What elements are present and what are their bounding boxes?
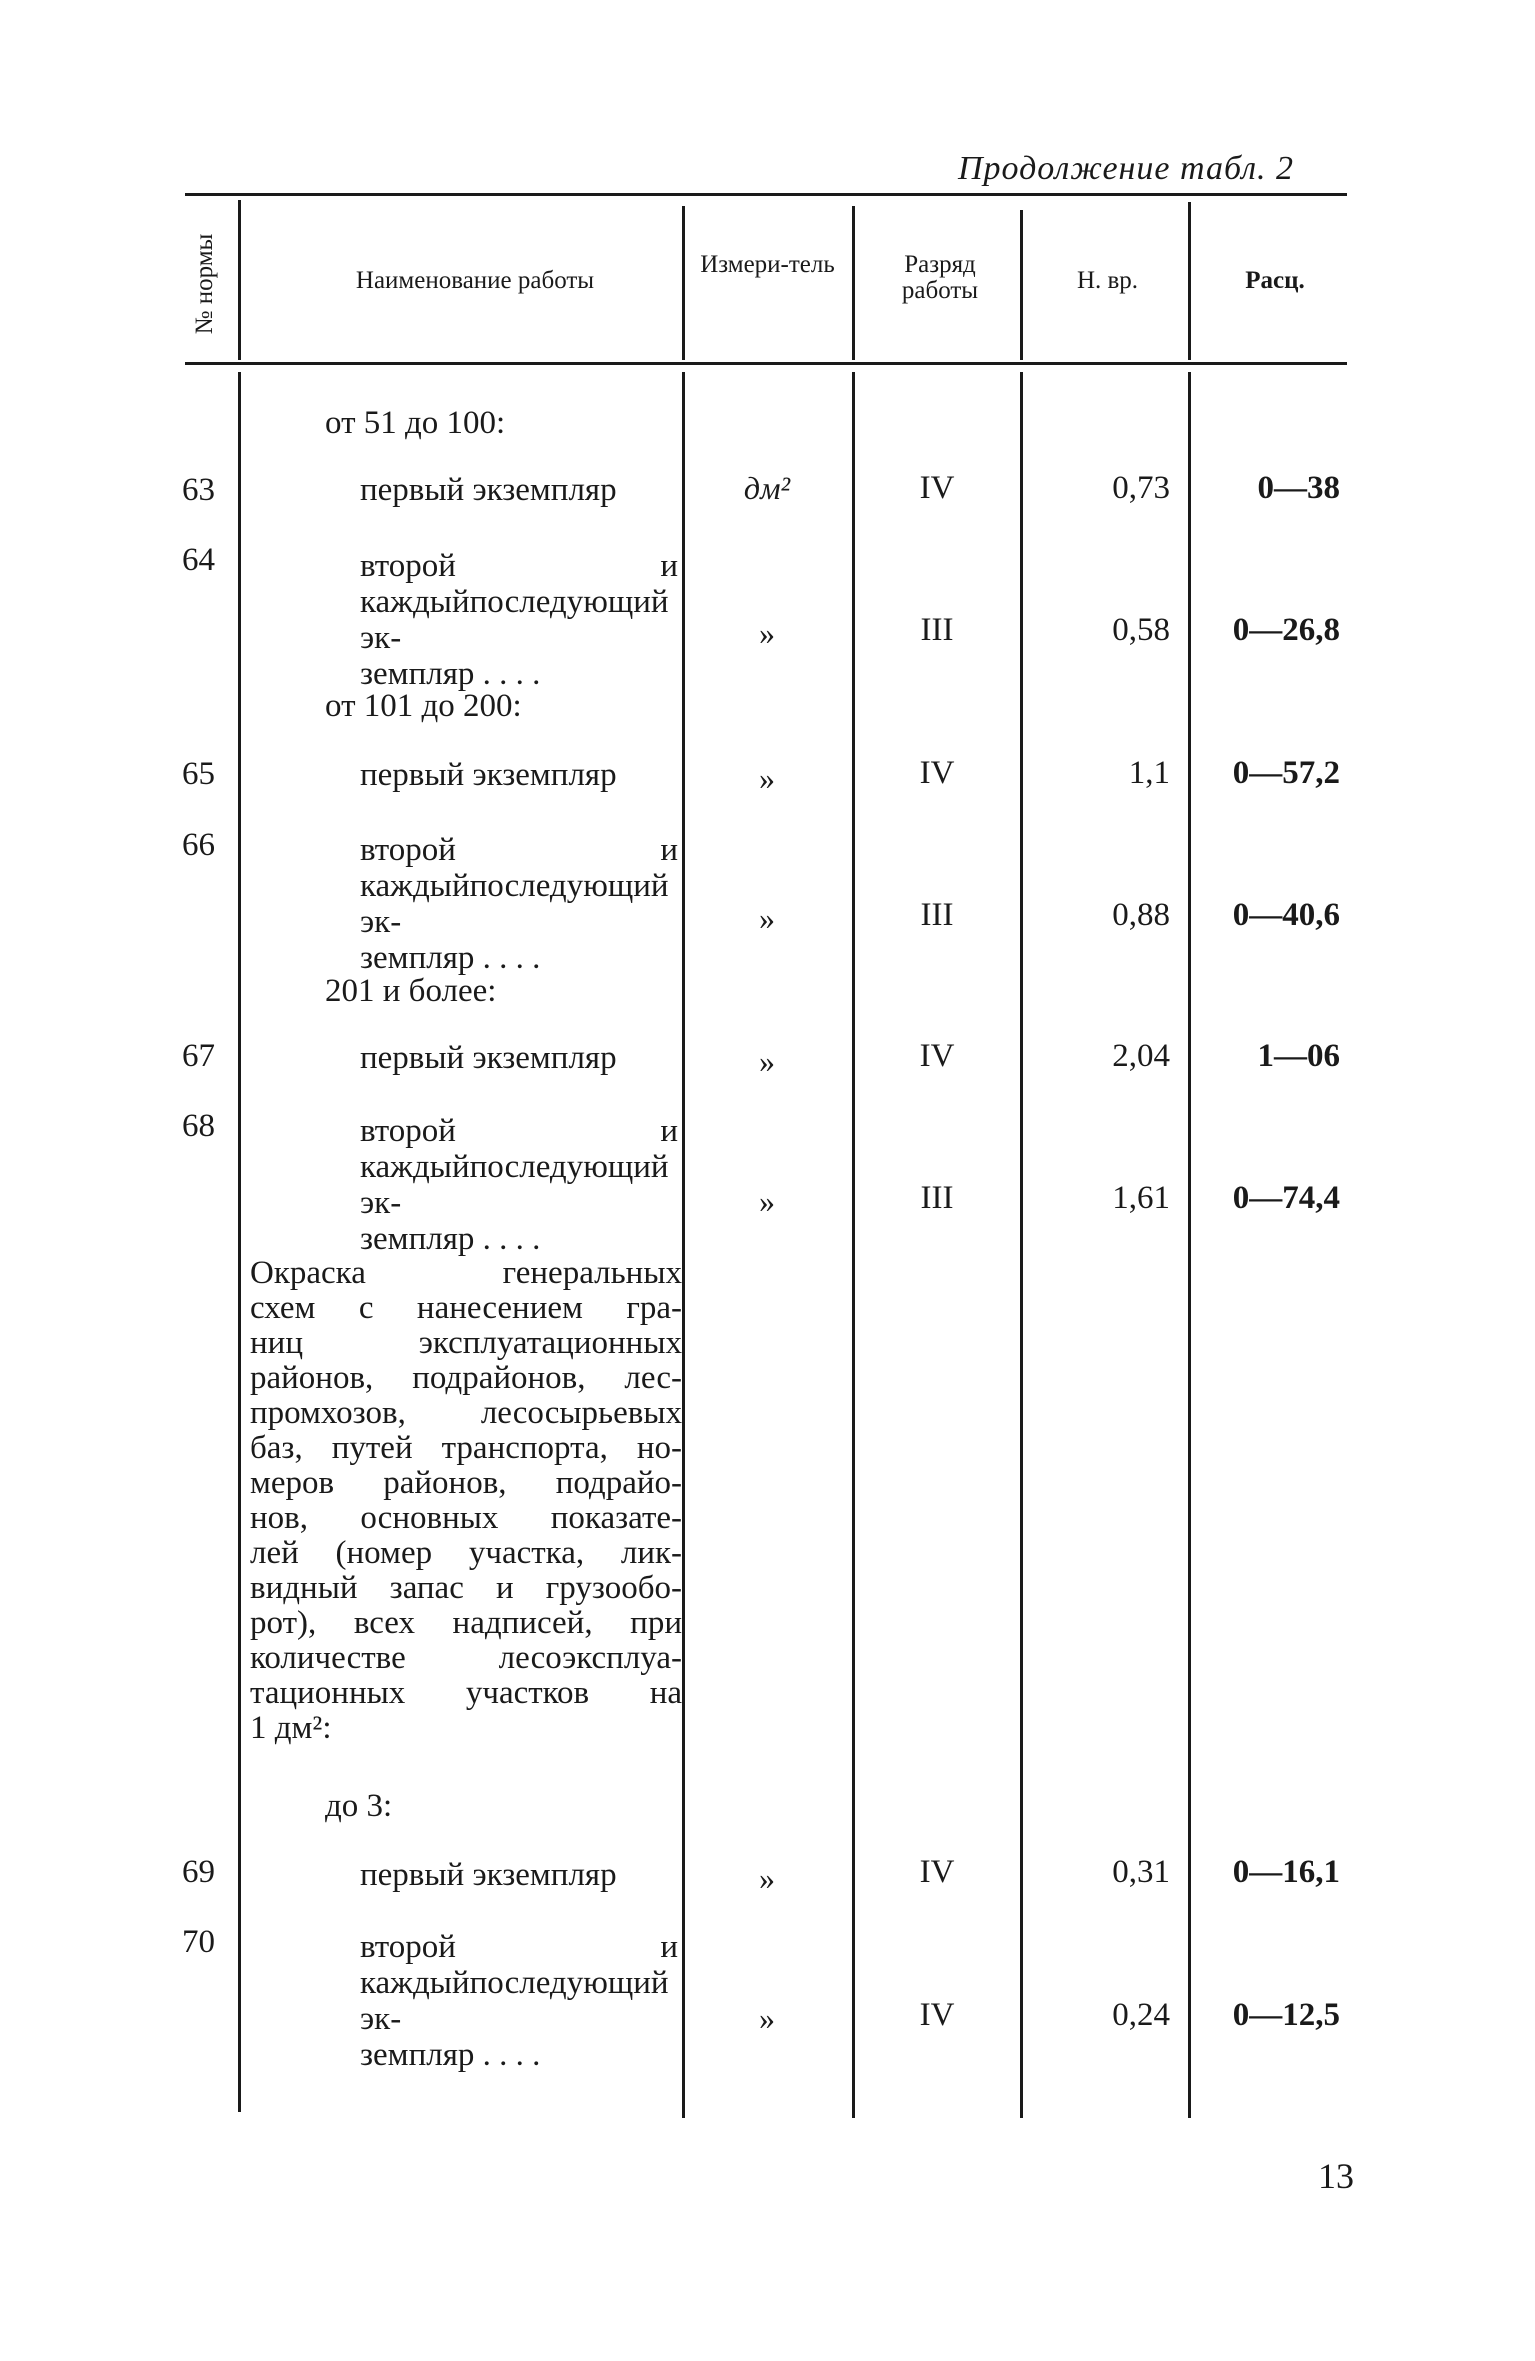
row-unit: »: [759, 1183, 775, 1219]
row-number: 69: [182, 1854, 215, 1890]
header-bottom-rule: [185, 362, 1347, 365]
row-grade: III: [920, 1180, 954, 1216]
row-number: 67: [182, 1038, 215, 1074]
row-norm-time: 1,1: [1128, 755, 1170, 791]
table-caption: Продолжение табл. 2: [958, 150, 1295, 187]
group-label: до 3:: [325, 1788, 393, 1824]
row-work-name: первый экземпляр: [360, 757, 617, 793]
page-number: 13: [1318, 2156, 1354, 2196]
row-work-name: первый экземпляр: [360, 1857, 617, 1893]
header-divider-4: [1020, 210, 1023, 360]
row-unit: дм²: [743, 470, 791, 506]
header-norm-no: № нормы: [191, 233, 218, 335]
row-grade: IV: [919, 1854, 955, 1890]
header-norm-time: Н. вр.: [1076, 267, 1139, 294]
row-grade: IV: [919, 470, 955, 506]
body-divider-1: [238, 372, 241, 2112]
row-norm-time: 0,24: [1112, 1997, 1170, 2033]
row-rate: 0—16,1: [1232, 1854, 1340, 1890]
header-rate: Расц.: [1245, 267, 1305, 294]
row-unit: »: [759, 900, 775, 936]
group-label: от 101 до 200:: [325, 688, 522, 724]
row-grade: IV: [919, 755, 955, 791]
row-norm-time: 0,58: [1112, 612, 1170, 648]
header-divider-1: [238, 200, 241, 360]
row-unit: »: [759, 615, 775, 651]
row-number: 64: [182, 542, 215, 578]
row-rate: 0—74,4: [1232, 1180, 1340, 1216]
row-norm-time: 1,61: [1112, 1180, 1170, 1216]
row-rate: 0—57,2: [1232, 755, 1340, 791]
section-description: Окраска генеральных схем с нанесением гра- ниц эксплуатационных районов, подрайонов, лес- промхозов, лесосырьевых баз, путей транспорта, но- меров районов, подрайо- нов, основных показате- лей (номер участка, лик- видный запас и грузообо- рот), всех надписей, при количестве лесоэксплуа- тационных участков на 1 дм²:: [250, 1255, 682, 1746]
row-norm-time: 0,31: [1112, 1854, 1170, 1890]
row-unit: »: [759, 1043, 775, 1079]
row-work-name: второй и каждыйпоследующий эк- земпляр . . . .: [360, 1113, 678, 1257]
row-rate: 0—38: [1257, 470, 1340, 506]
row-unit: »: [759, 1860, 775, 1896]
row-unit: »: [759, 760, 775, 796]
row-number: 63: [182, 472, 215, 508]
header-unit: Измери-тель: [700, 251, 835, 278]
header-divider-5: [1188, 202, 1191, 360]
row-number: 66: [182, 827, 215, 863]
row-rate: 0—26,8: [1232, 612, 1340, 648]
row-grade: III: [920, 897, 954, 933]
row-work-name: второй и каждыйпоследующий эк- земпляр . . . .: [360, 548, 678, 692]
group-label: от 51 до 100:: [325, 405, 506, 441]
row-rate: 1—06: [1257, 1038, 1340, 1074]
row-unit: »: [759, 2000, 775, 2036]
row-rate: 0—40,6: [1232, 897, 1340, 933]
row-norm-time: 2,04: [1112, 1038, 1170, 1074]
row-grade: IV: [919, 1038, 955, 1074]
row-number: 68: [182, 1108, 215, 1144]
row-grade: III: [920, 612, 954, 648]
row-work-name: второй и каждыйпоследующий эк- земпляр . . . .: [360, 832, 678, 976]
group-label: 201 и более:: [325, 973, 497, 1009]
row-work-name: первый экземпляр: [360, 472, 617, 508]
row-number: 70: [182, 1924, 215, 1960]
row-work-name: первый экземпляр: [360, 1040, 617, 1076]
row-grade: IV: [919, 1997, 955, 2033]
row-rate: 0—12,5: [1232, 1997, 1340, 2033]
header-grade: Разряд работы: [901, 251, 979, 304]
row-work-name: второй и каждыйпоследующий эк- земпляр . . . .: [360, 1929, 678, 2073]
row-number: 65: [182, 756, 215, 792]
row-norm-time: 0,73: [1112, 470, 1170, 506]
row-norm-time: 0,88: [1112, 897, 1170, 933]
header-work-name: Наименование работы: [355, 267, 595, 294]
table-top-rule: [185, 193, 1347, 196]
header-divider-3: [852, 206, 855, 360]
header-divider-2: [682, 206, 685, 360]
